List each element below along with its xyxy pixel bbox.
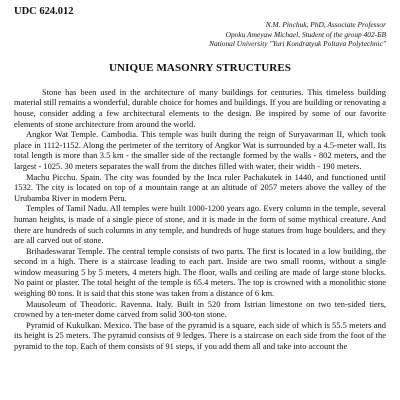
paragraph-machu-picchu: Machu Picchu. Spain. The city was founded by the Inca ruler Pachakutek in 1440, and functioned until 1532. The city is located on top of a mountain range at an altitude of 2057 meters above the valley of the Urubamba River in modern Peru.	[14, 171, 386, 203]
article-body	[14, 87, 386, 352]
paragraph-kukulkan: Pyramid of Kukulkan. Mexico. The base of the pyramid is a square, each side of which is 55.5 meters and its height is 25 meters. The pyramid consists of 9 ledges. There is a staircase on each side from the foot of the pyramid to the top. Each of them consists of 91 steps, if you add them all and take into account the	[14, 319, 386, 352]
paragraph-angkor-wat: Angkor Wat Temple. Cambodia. This temple was built during the reign of Suryavarman II, which took place in 1112-1152. Along the perimeter of the territory of Angkor Wat is surrounded by a 4.5-meter wall. Its total length is more than 3.5 km - the smaller side of the rectangle formed by the walls - 802 meters, and the largest - 1025. 30 meters separates the wall from the ditches filled with water, their width - 190 meters.	[14, 129, 386, 171]
author-line-1: N.M. Pinchuk, PhD, Associate Professor	[265, 20, 386, 29]
article-title: UNIQUE MASONRY STRUCTURES	[108, 61, 291, 74]
paragraph-tamil-nadu: Temples of Tamil Nadu. All temples were built 1000-1200 years ago. Every column in the temple, several human heights, is made of a single piece of stone, and it is made in the form of some mythical creature. And there are hundreds of such columns in any temple, and hundreds of huge statues from huge boulders, and they are all carved out of stone.	[14, 203, 386, 246]
udc-code: UDC 624.012	[14, 6, 74, 17]
paragraph-brihadeswarar: Brihadeswarar Temple. The central temple consists of two parts. The first is located in a low building, the second in a high. There is a staircase leading to each part. Inside are two small rooms, without a single window measuring 5 by 5 meters, 4 meters high. The floor, walls and ceiling are made of large stone blocks. No paint or plaster. The total height of the temple is 65.4 meters. The top is crowned with a monolithic stone weighing 80 tons. It is said that this stone was taken from a distance of 6 km.	[14, 245, 386, 299]
paper-page	[14, 6, 386, 352]
author-block	[14, 20, 386, 49]
author-affiliation: National University "Yuri Kondratyuk Poltava Polytechnic"	[209, 39, 386, 49]
author-line-2: Opoku Ameyaw Michael, Student of the group 402-БВ	[225, 29, 386, 39]
paragraph-theodoric: Mausoleum of Theodoric. Ravenna. Italy. Built in 520 from Istrian limestone on two ten-sided tiers, crowned by a ten-meter dome carved from solid 300-ton stone.	[14, 298, 386, 320]
paragraph-intro: Stone has been used in the architecture of many buildings for centuries. This timeless building material still remains a wonderful, durable choice for homes and buildings. If you are building or renovating a house, consider adding a few architectural elements to the design. Be inspired by some of our favorite elements of stone architecture from around the world.	[14, 86, 386, 129]
